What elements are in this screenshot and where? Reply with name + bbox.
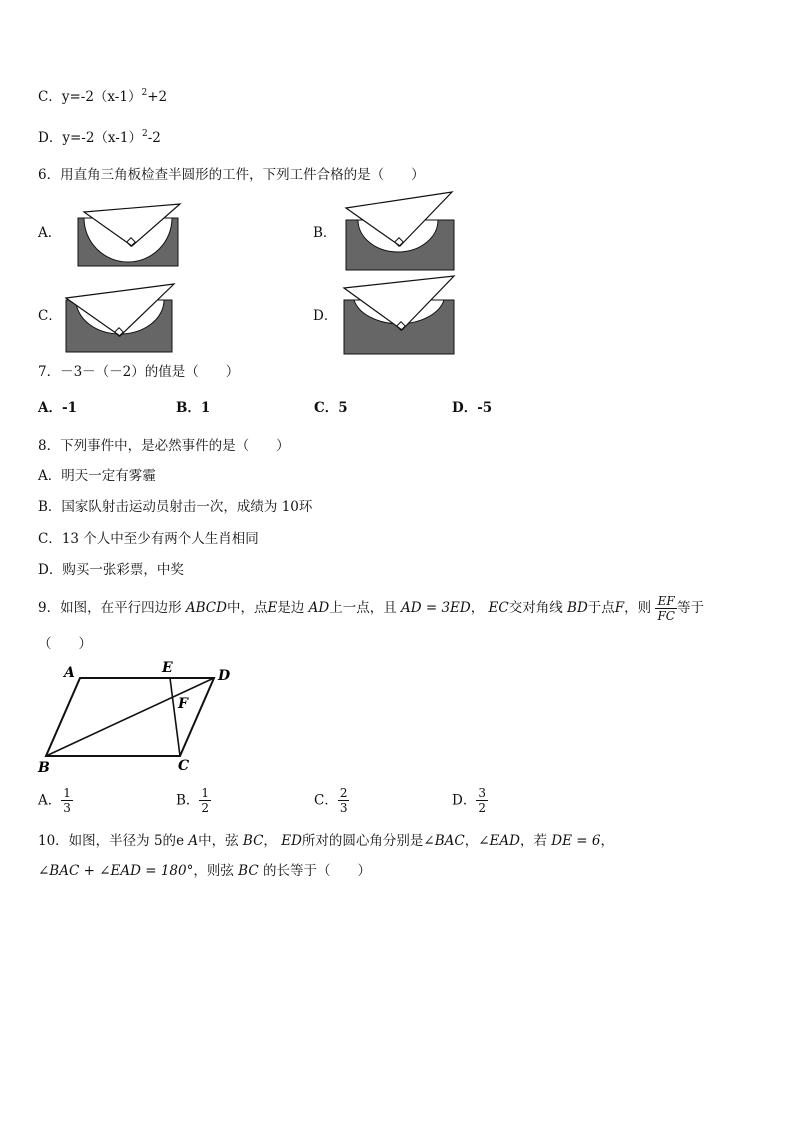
q6-label-c: C． <box>38 308 62 324</box>
q7-option-d: D．-5 <box>452 400 493 416</box>
q9-paren: （ ） <box>38 636 92 652</box>
q6-figure-b <box>340 188 460 274</box>
q9-label-a: A <box>64 665 75 681</box>
q9-option-a: A． $\frac{1}{3}$ <box>38 786 71 815</box>
q8-option-b: B．国家队射击运动员射击一次，成绩为 10环 <box>38 499 313 515</box>
q9-option-b: B． $\frac{1}{2}$ <box>176 786 210 815</box>
q6-figure-a <box>70 198 182 270</box>
q8-option-a: A．明天一定有雾霾 <box>38 468 156 484</box>
q7-option-b: B．1 <box>176 400 211 416</box>
q6-label-a: A． <box>38 225 62 241</box>
q8-stem: 8．下列事件中，是必然事件的是（ ） <box>38 438 290 454</box>
q9-option-d: D． $\frac{3}{2}$ <box>452 786 486 815</box>
q8-option-c: C．13 个人中至少有两个人生肖相同 <box>38 531 259 547</box>
q6-figure-d <box>340 274 460 358</box>
q9-label-f: F <box>178 696 188 712</box>
q9-label-c: C <box>178 758 190 774</box>
q6-label-d: D． <box>313 308 338 324</box>
q6-stem: 6．用直角三角板检查半圆形的工件，下列工件合格的是（ ） <box>38 167 425 183</box>
q5-option-d: D．$y=-2(x-1)^2-2$ <box>38 129 161 146</box>
q10-stem-line2: ∠BAC + ∠EAD = 180°，则弦 BC 的长等于（ ） <box>38 863 371 879</box>
q6-label-b: B． <box>313 225 337 241</box>
q7-option-a: A．-1 <box>38 400 77 416</box>
q9-fraction-ef-fc: $\frac{EF}{FC}$ <box>657 594 675 623</box>
q6-figure-c <box>62 282 180 356</box>
q9-parallelogram-figure <box>32 660 242 778</box>
q9-option-c: C． $\frac{2}{3}$ <box>314 786 348 815</box>
q9-label-b: B <box>38 760 50 776</box>
q7-stem: 7．－3－（－2）的值是（ ） <box>38 364 240 380</box>
q9-label-e: E <box>162 660 173 676</box>
q8-option-d: D．购买一张彩票，中奖 <box>38 562 184 578</box>
q5-option-c: C．$y=-2(x-1)^2+2$ <box>38 88 168 105</box>
q10-stem-line1: 10．如图，半径为 5的e A中，弦 BC， ED所对的圆心角分别是∠BAC，∠EAD，若 DE = 6， <box>38 833 614 849</box>
q7-option-c: C．5 <box>314 400 348 416</box>
q9-stem: 9．如图，在平行四边形 ABCD中，点E是边 AD上一点，且 AD = 3ED， EC交对角线 BD于点F，则 $\frac{EF}{FC}$ 等于 <box>38 594 704 623</box>
q9-label-d: D <box>218 668 231 684</box>
